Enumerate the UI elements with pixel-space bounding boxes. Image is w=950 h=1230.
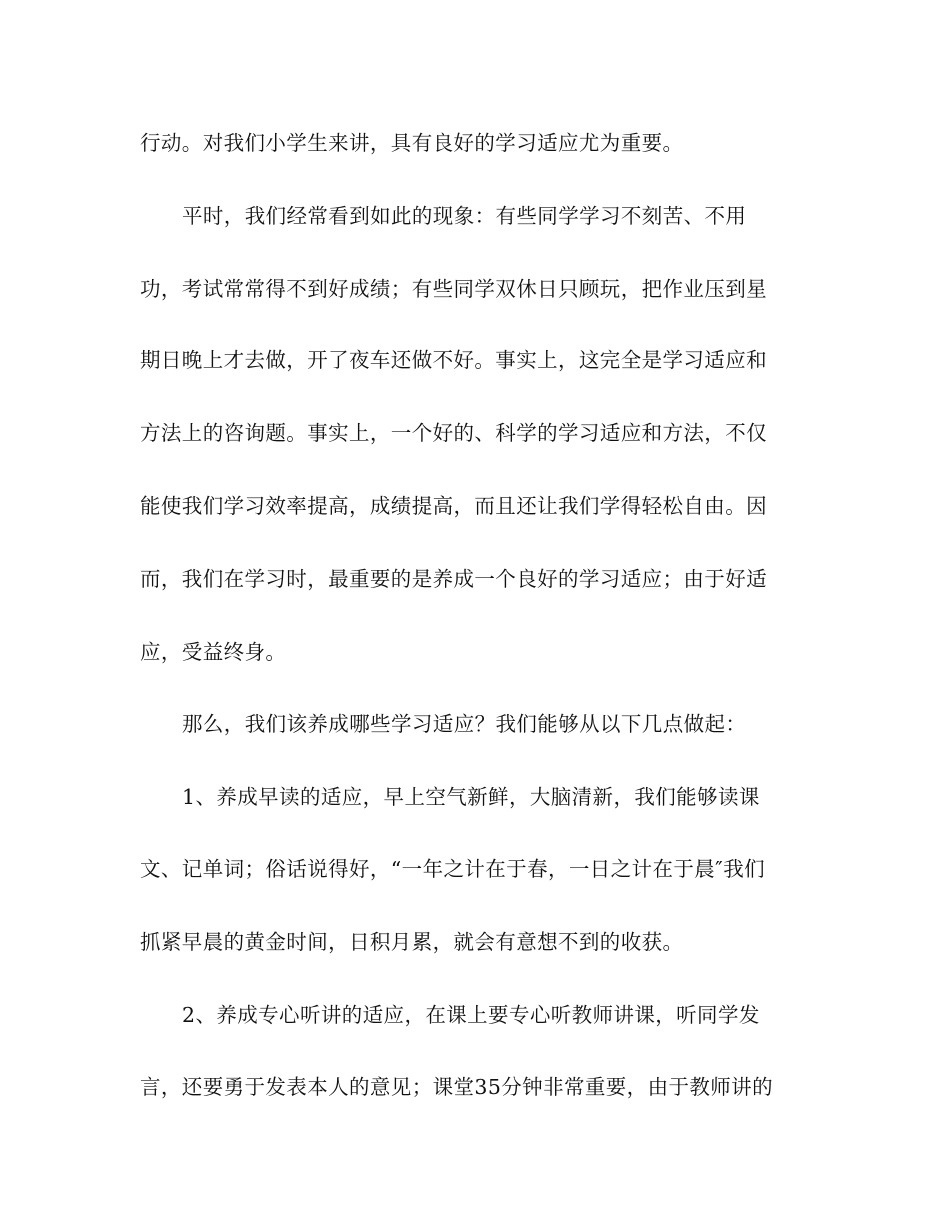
text-line-4: 期日晚上才去做，开了夜车还做不好。事实上，这完全是学习适应和: [140, 348, 767, 372]
text-line-8: 应，受益终身。: [140, 640, 287, 664]
text-line-3: 功，考试常常得不到好成绩；有些同学双休日只顾玩，把作业压到星: [140, 277, 767, 301]
text-line-13: 2、养成专心听讲的适应，在课上要专心听教师讲课，听同学发: [182, 1003, 760, 1027]
text-line-11: 文、记单词；俗话说得好，“一年之计在于春，一日之计在于晨″我们: [140, 857, 766, 881]
text-line-10: 1、养成早读的适应，早上空气新鲜，大脑清新，我们能够读课: [182, 785, 760, 809]
text-line-6: 能使我们学习效率提高，成绩提高，而且还让我们学得轻松自由。因: [140, 494, 767, 518]
text-line-1: 行动。对我们小学生来讲，具有良好的学习适应尤为重要。: [140, 131, 684, 155]
text-line-14: 言，还要勇于发表本人的意见；课堂35分钟非常重要，由于教师讲的: [140, 1075, 773, 1099]
text-line-12: 抓紧早晨的黄金时间，日积月累，就会有意想不到的收获。: [140, 930, 684, 954]
text-line-2: 平时，我们经常看到如此的现象：有些同学学习不刻苦、不用: [182, 204, 747, 228]
text-line-5: 方法上的咨询题。事实上，一个好的、科学的学习适应和方法，不仅: [140, 421, 767, 445]
text-line-9: 那么，我们该养成哪些学习适应？我们能够从以下几点做起：: [182, 712, 747, 736]
text-line-7: 而，我们在学习时，最重要的是养成一个良好的学习适应；由于好适: [140, 567, 767, 591]
